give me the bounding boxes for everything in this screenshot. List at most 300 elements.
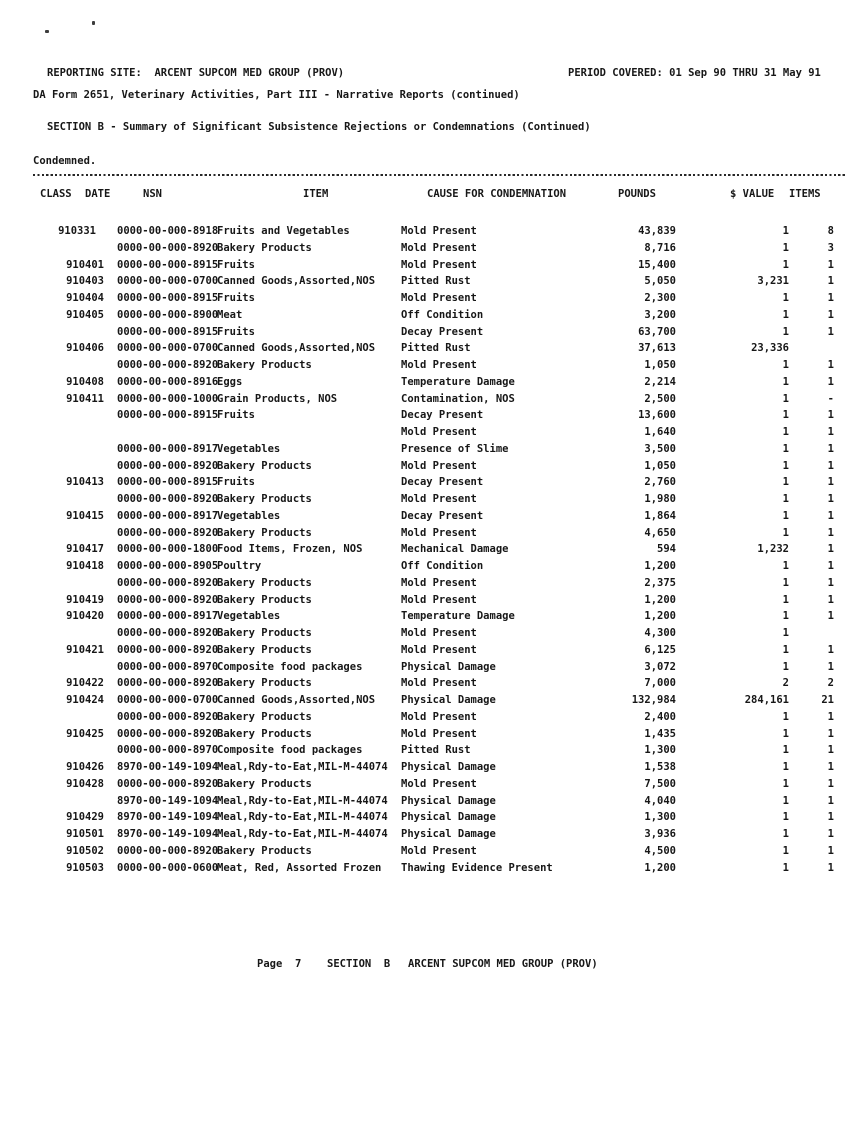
cell-cause: Physical Damage: [401, 794, 496, 807]
cell-nsn: 0000-00-000-8920: [117, 526, 219, 539]
cell-nsn: 0000-00-000-8920: [117, 593, 219, 606]
cell-pounds: 1,300: [644, 811, 676, 824]
table-row: [0, 291, 850, 308]
table-row: [0, 308, 850, 325]
table-row: [0, 794, 850, 811]
cell-nsn: 0000-00-000-8920: [117, 677, 219, 690]
cell-value: 1: [782, 308, 789, 321]
cell-cause: Temperature Damage: [401, 610, 515, 623]
cell-value: 1: [782, 761, 789, 773]
cell-item: Meat: [217, 308, 243, 321]
cell-items: 1: [827, 426, 834, 438]
cell-pounds: 2,760: [644, 476, 676, 489]
cell-value: 1: [782, 526, 789, 539]
cell-nsn: 0000-00-000-0700: [117, 694, 219, 706]
cell-date: 910501: [66, 828, 104, 840]
cell-pounds: 4,500: [644, 844, 676, 857]
cell-cause: Temperature Damage: [401, 375, 515, 388]
cell-cause: Thawing Evidence Present: [401, 861, 553, 874]
cell-pounds: 3,200: [644, 308, 676, 321]
cell-date: 910426: [66, 761, 104, 773]
cell-cause: Mold Present: [401, 677, 477, 690]
cell-pounds: 43,839: [638, 225, 676, 237]
cell-pounds: 2,500: [644, 392, 676, 405]
cell-cause: Off Condition: [401, 308, 484, 321]
table-row: [0, 609, 850, 626]
cell-pounds: 4,300: [644, 627, 676, 639]
cell-items: 1: [827, 727, 834, 740]
cell-cause: Mold Present: [401, 459, 477, 472]
cell-pounds: 1,200: [644, 560, 676, 572]
cell-cause: Decay Present: [401, 509, 484, 522]
table-row: [0, 844, 850, 861]
cell-cause: Mold Present: [401, 426, 477, 438]
table-row: [0, 526, 850, 543]
cell-date: 910417: [66, 543, 104, 556]
table-row: [0, 710, 850, 727]
cell-cause: Presence of Slime: [401, 442, 509, 455]
cell-pounds: 6,125: [644, 643, 676, 656]
cell-cause: Decay Present: [401, 476, 484, 489]
form-title: DA Form 2651, Veterinary Activities, Part III - Narrative Reports (continued): [33, 89, 520, 101]
cell-date: 910425: [66, 727, 104, 740]
dashed-divider: [33, 174, 847, 176]
table-row: [0, 810, 850, 827]
table-row: [0, 492, 850, 509]
cell-nsn: 0000-00-000-8917: [117, 509, 219, 522]
cell-item: Food Items, Frozen, NOS: [217, 543, 363, 556]
table-row: [0, 224, 850, 241]
cell-items: 1: [827, 610, 834, 623]
cell-cause: Off Condition: [401, 560, 484, 572]
cell-cause: Physical Damage: [401, 828, 496, 840]
cell-nsn: 0000-00-000-0700: [117, 342, 219, 355]
cell-nsn: 0000-00-000-8920: [117, 493, 219, 505]
cell-pounds: 594: [657, 543, 676, 556]
table-row: [0, 442, 850, 459]
cell-items: 1: [827, 811, 834, 824]
cell-nsn: 0000-00-000-8920: [117, 627, 219, 639]
cell-cause: Mold Present: [401, 727, 477, 740]
table-row: [0, 576, 850, 593]
cell-value: 1: [782, 593, 789, 606]
table-row: [0, 743, 850, 760]
cell-value: 23,336: [751, 342, 789, 355]
cell-cause: Pitted Rust: [401, 275, 471, 288]
cell-items: 2: [827, 677, 834, 690]
cell-nsn: 0000-00-000-8915: [117, 292, 219, 304]
cell-cause: Contamination, NOS: [401, 392, 515, 405]
cell-items: 8: [827, 225, 834, 237]
cell-item: Grain Products, NOS: [217, 392, 338, 405]
cell-date: 910420: [66, 610, 104, 623]
cell-pounds: 1,050: [644, 459, 676, 472]
table-row: [0, 777, 850, 794]
table-row: [0, 475, 850, 492]
table-row: [0, 676, 850, 693]
cell-value: 1: [782, 777, 789, 790]
cell-date: 910411: [66, 392, 104, 405]
cell-cause: Pitted Rust: [401, 342, 471, 355]
cell-date: 910401: [66, 258, 104, 271]
cell-items: 1: [827, 777, 834, 790]
cell-items: 3: [827, 241, 834, 254]
cell-item: Vegetables: [217, 610, 281, 623]
cell-cause: Physical Damage: [401, 811, 496, 824]
cell-nsn: 0000-00-000-8916: [117, 375, 219, 388]
cell-items: 1: [827, 442, 834, 455]
cell-date: 910403: [66, 275, 104, 288]
header-cell-pounds: POUNDS: [618, 188, 656, 200]
cell-nsn: 0000-00-000-8920: [117, 777, 219, 790]
cell-cause: Mold Present: [401, 526, 477, 539]
cell-date: 910418: [66, 560, 104, 572]
cell-cause: Mold Present: [401, 643, 477, 656]
cell-value: 1: [782, 225, 789, 237]
cell-item: Bakery Products: [217, 677, 312, 690]
cell-value: 1: [782, 576, 789, 589]
cell-nsn: 0000-00-000-8920: [117, 576, 219, 589]
header-cell-cause: CAUSE FOR CONDEMNATION: [427, 188, 567, 200]
cell-value: 1: [782, 375, 789, 388]
cell-date: 910406: [66, 342, 104, 355]
cell-items: 1: [827, 710, 834, 723]
header-cell-class: CLASS: [40, 188, 72, 200]
cell-nsn: 0000-00-000-8920: [117, 643, 219, 656]
cell-value: 1: [782, 710, 789, 723]
cell-items: 1: [827, 560, 834, 572]
cell-items: 1: [827, 761, 834, 773]
cell-items: 1: [827, 861, 834, 874]
table-row: [0, 459, 850, 476]
cell-item: Bakery Products: [217, 593, 312, 606]
table-row: [0, 358, 850, 375]
cell-item: Canned Goods,Assorted,NOS: [217, 342, 376, 355]
footer-site-name: ARCENT SUPCOM MED GROUP (PROV): [408, 958, 598, 970]
table-row: [0, 509, 850, 526]
cell-nsn: 8970-00-149-1094: [117, 811, 219, 824]
cell-pounds: 63,700: [638, 325, 676, 338]
footer-section-label: SECTION B: [327, 958, 391, 970]
cell-items: 1: [827, 409, 834, 422]
header-cell-nsn: NSN: [143, 188, 162, 200]
cell-nsn: 0000-00-000-8970: [117, 744, 219, 757]
cell-pounds: 37,613: [638, 342, 676, 355]
cell-value: 1: [782, 727, 789, 740]
cell-item: Bakery Products: [217, 844, 312, 857]
cell-items: 1: [827, 643, 834, 656]
cell-item: Bakery Products: [217, 493, 312, 505]
table-row: [0, 542, 850, 559]
cell-pounds: 1,200: [644, 861, 676, 874]
cell-date: 910413: [66, 476, 104, 489]
cell-item: Vegetables: [217, 509, 281, 522]
cell-value: 1: [782, 861, 789, 874]
header-cell-item: ITEM: [303, 188, 329, 200]
cell-items: 1: [827, 459, 834, 472]
cell-date: 910422: [66, 677, 104, 690]
cell-value: 1: [782, 828, 789, 840]
reporting-site-line: REPORTING SITE: ARCENT SUPCOM MED GROUP (PROV): [47, 67, 345, 79]
cell-pounds: 132,984: [631, 694, 676, 706]
footer-page-number: 7: [295, 958, 302, 970]
cell-nsn: 0000-00-000-1800: [117, 543, 219, 556]
cell-pounds: 1,640: [644, 426, 676, 438]
cell-nsn: 0000-00-000-8920: [117, 241, 219, 254]
cell-value: 284,161: [744, 694, 789, 706]
cell-date: 910428: [66, 777, 104, 790]
cell-value: 1: [782, 442, 789, 455]
table-row: [0, 425, 850, 442]
cell-item: Bakery Products: [217, 241, 312, 254]
cell-items: 1: [827, 258, 834, 271]
cell-value: 1: [782, 292, 789, 304]
cell-value: 1: [782, 493, 789, 505]
cell-value: 1: [782, 426, 789, 438]
cell-pounds: 2,300: [644, 292, 676, 304]
cell-value: 3,231: [757, 275, 789, 288]
cell-nsn: 0000-00-000-8920: [117, 844, 219, 857]
cell-nsn: 0000-00-000-8917: [117, 442, 219, 455]
cell-nsn: 0000-00-000-8900: [117, 308, 219, 321]
cell-pounds: 2,375: [644, 576, 676, 589]
cell-pounds: 5,050: [644, 275, 676, 288]
cell-value: 1: [782, 459, 789, 472]
cell-item: Poultry: [217, 560, 262, 572]
cell-cause: Mold Present: [401, 292, 477, 304]
header-cell-date: DATE: [85, 188, 111, 200]
cell-nsn: 0000-00-000-8917: [117, 610, 219, 623]
table-row: [0, 827, 850, 844]
cell-pounds: 1,200: [644, 593, 676, 606]
cell-item: Fruits and Vegetables: [217, 225, 350, 237]
cell-value: 1: [782, 392, 789, 405]
cell-nsn: 0000-00-000-8970: [117, 660, 219, 673]
cell-item: Fruits: [217, 258, 255, 271]
cell-nsn: 8970-00-149-1094: [117, 794, 219, 807]
cell-pounds: 1,980: [644, 493, 676, 505]
table-row: [0, 258, 850, 275]
cell-date: 910331: [58, 225, 96, 237]
cell-pounds: 2,214: [644, 375, 676, 388]
cell-cause: Physical Damage: [401, 761, 496, 773]
table-row: [0, 643, 850, 660]
table-row: [0, 760, 850, 777]
cell-cause: Mold Present: [401, 576, 477, 589]
cell-nsn: 0000-00-000-8915: [117, 258, 219, 271]
cell-items: 1: [827, 375, 834, 388]
cell-value: 1: [782, 844, 789, 857]
table-row: [0, 375, 850, 392]
cell-cause: Mold Present: [401, 844, 477, 857]
cell-items: 1: [827, 526, 834, 539]
cell-pounds: 15,400: [638, 258, 676, 271]
cell-nsn: 0000-00-000-8920: [117, 359, 219, 371]
cell-items: 1: [827, 359, 834, 371]
cell-item: Bakery Products: [217, 459, 312, 472]
cell-nsn: 0000-00-000-8915: [117, 476, 219, 489]
cell-date: 910429: [66, 811, 104, 824]
cell-value: 1: [782, 509, 789, 522]
cell-pounds: 3,500: [644, 442, 676, 455]
cell-item: Fruits: [217, 325, 255, 338]
cell-pounds: 1,864: [644, 509, 676, 522]
cell-pounds: 1,538: [644, 761, 676, 773]
cell-items: 1: [827, 509, 834, 522]
cell-pounds: 1,200: [644, 610, 676, 623]
cell-value: 1: [782, 258, 789, 271]
cell-items: 1: [827, 828, 834, 840]
cell-items: 1: [827, 794, 834, 807]
cell-cause: Mold Present: [401, 627, 477, 639]
cell-item: Meat, Red, Assorted Frozen: [217, 861, 382, 874]
cell-cause: Pitted Rust: [401, 744, 471, 757]
cell-item: Eggs: [217, 375, 243, 388]
cell-cause: Mold Present: [401, 359, 477, 371]
cell-value: 1: [782, 409, 789, 422]
cell-nsn: 0000-00-000-8905: [117, 560, 219, 572]
cell-nsn: 0000-00-000-8915: [117, 409, 219, 422]
cell-items: -: [827, 392, 834, 405]
cell-value: 1: [782, 643, 789, 656]
cell-item: Composite food packages: [217, 660, 363, 673]
cell-value: 1: [782, 610, 789, 623]
cell-value: 1: [782, 811, 789, 824]
table-row: [0, 392, 850, 409]
cell-pounds: 3,072: [644, 660, 676, 673]
cell-date: 910502: [66, 844, 104, 857]
cell-pounds: 3,936: [644, 828, 676, 840]
cell-item: Bakery Products: [217, 576, 312, 589]
cell-items: 1: [827, 543, 834, 556]
table-row: [0, 626, 850, 643]
scan-speck: [92, 21, 95, 25]
cell-pounds: 13,600: [638, 409, 676, 422]
cell-pounds: 1,300: [644, 744, 676, 757]
cell-items: 1: [827, 292, 834, 304]
cell-cause: Mechanical Damage: [401, 543, 509, 556]
cell-nsn: 8970-00-149-1094: [117, 761, 219, 773]
cell-items: 1: [827, 476, 834, 489]
cell-pounds: 7,500: [644, 777, 676, 790]
cell-value: 1: [782, 241, 789, 254]
cell-items: 1: [827, 275, 834, 288]
condemned-label: Condemned.: [33, 155, 97, 167]
table-rows: [0, 224, 850, 877]
cell-items: 1: [827, 493, 834, 505]
cell-item: Bakery Products: [217, 627, 312, 639]
cell-cause: Mold Present: [401, 710, 477, 723]
cell-nsn: 0000-00-000-0600: [117, 861, 219, 874]
cell-value: 1: [782, 660, 789, 673]
cell-value: 1: [782, 744, 789, 757]
table-row: [0, 693, 850, 710]
cell-nsn: 0000-00-000-1000: [117, 392, 219, 405]
cell-item: Fruits: [217, 292, 255, 304]
cell-value: 1: [782, 359, 789, 371]
table-row: [0, 593, 850, 610]
cell-nsn: 0000-00-000-0700: [117, 275, 219, 288]
cell-item: Bakery Products: [217, 777, 312, 790]
cell-nsn: 0000-00-000-8920: [117, 459, 219, 472]
scan-speck: [45, 30, 49, 33]
cell-item: Bakery Products: [217, 359, 312, 371]
cell-cause: Decay Present: [401, 325, 484, 338]
cell-cause: Mold Present: [401, 241, 477, 254]
cell-value: 1: [782, 627, 789, 639]
cell-value: 1: [782, 560, 789, 572]
header-cell-items: ITEMS: [789, 188, 821, 200]
cell-items: 21: [821, 694, 834, 706]
table-row: [0, 660, 850, 677]
header-cell-value: $ VALUE: [730, 188, 775, 200]
cell-nsn: 0000-00-000-8918: [117, 225, 219, 237]
cell-item: Meal,Rdy-to-Eat,MIL-M-44074: [217, 828, 388, 840]
cell-items: 1: [827, 844, 834, 857]
cell-value: 1,232: [757, 543, 789, 556]
cell-nsn: 0000-00-000-8920: [117, 727, 219, 740]
cell-item: Meal,Rdy-to-Eat,MIL-M-44074: [217, 761, 388, 773]
cell-value: 1: [782, 325, 789, 338]
cell-item: Canned Goods,Assorted,NOS: [217, 275, 376, 288]
cell-date: 910405: [66, 308, 104, 321]
cell-date: 910408: [66, 375, 104, 388]
cell-nsn: 0000-00-000-8915: [117, 325, 219, 338]
cell-pounds: 4,650: [644, 526, 676, 539]
cell-nsn: 8970-00-149-1094: [117, 828, 219, 840]
cell-date: 910404: [66, 292, 104, 304]
table-row: [0, 408, 850, 425]
cell-item: Bakery Products: [217, 643, 312, 656]
cell-item: Bakery Products: [217, 526, 312, 539]
cell-item: Composite food packages: [217, 744, 363, 757]
cell-cause: Mold Present: [401, 777, 477, 790]
table-row: [0, 274, 850, 291]
period-covered-line: PERIOD COVERED: 01 Sep 90 THRU 31 May 91: [568, 67, 821, 79]
cell-item: Fruits: [217, 476, 255, 489]
cell-value: 1: [782, 794, 789, 807]
cell-pounds: 2,400: [644, 710, 676, 723]
cell-item: Meal,Rdy-to-Eat,MIL-M-44074: [217, 811, 388, 824]
cell-items: 1: [827, 660, 834, 673]
cell-item: Canned Goods,Assorted,NOS: [217, 694, 376, 706]
cell-value: 2: [782, 677, 789, 690]
cell-items: 1: [827, 308, 834, 321]
cell-date: 910415: [66, 509, 104, 522]
cell-item: Vegetables: [217, 442, 281, 455]
cell-item: Bakery Products: [217, 727, 312, 740]
cell-date: 910503: [66, 861, 104, 874]
table-row: [0, 559, 850, 576]
cell-cause: Mold Present: [401, 593, 477, 606]
cell-cause: Mold Present: [401, 225, 477, 237]
table-row: [0, 861, 850, 878]
cell-pounds: 7,000: [644, 677, 676, 690]
cell-date: 910424: [66, 694, 104, 706]
cell-cause: Mold Present: [401, 258, 477, 271]
cell-pounds: 1,050: [644, 359, 676, 371]
cell-items: 1: [827, 593, 834, 606]
table-row: [0, 727, 850, 744]
cell-cause: Physical Damage: [401, 694, 496, 706]
cell-cause: Physical Damage: [401, 660, 496, 673]
cell-date: 910419: [66, 593, 104, 606]
table-row: [0, 241, 850, 258]
cell-items: 1: [827, 576, 834, 589]
cell-cause: Mold Present: [401, 493, 477, 505]
cell-item: Bakery Products: [217, 710, 312, 723]
cell-items: 1: [827, 744, 834, 757]
